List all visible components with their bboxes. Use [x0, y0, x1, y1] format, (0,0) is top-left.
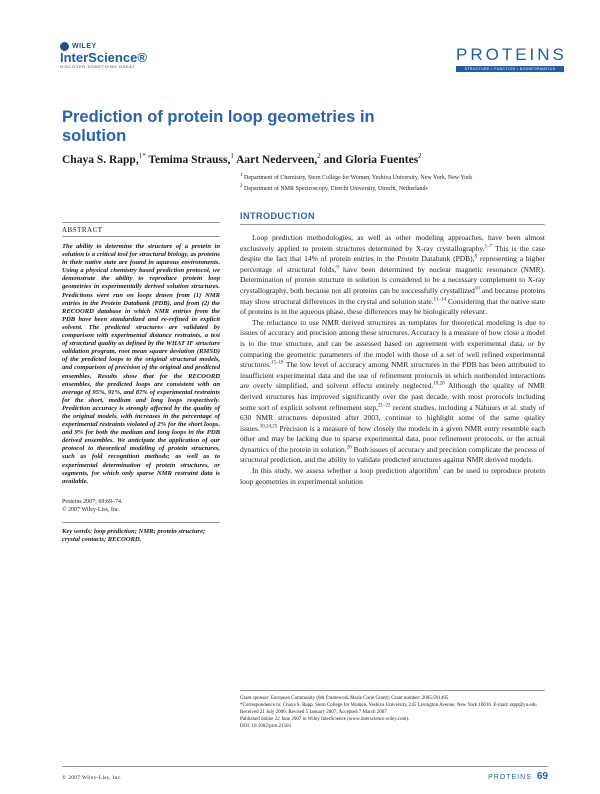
paragraph-text-run: Precision is a measure of how closely the models in a given NMR entry resemble each other and may be lacking due to sparse experimental data, poor refinement protocols, or the actual dynamics of the protein in solution.	[240, 423, 545, 454]
introduction-paragraph	[240, 318, 545, 466]
page-number: 69	[536, 771, 548, 782]
author-list	[62, 152, 502, 166]
affiliation-marker: 2	[240, 184, 243, 189]
footnote-dates: Received 21 July 2006; Revised 5 January 2007; Accepted 7 March 2007	[240, 710, 387, 715]
citation-superscript: 1	[438, 466, 441, 472]
introduction-paragraph	[240, 233, 545, 318]
affiliation-text: Department of NMR Spectroscopy, Utrecht University, Utrecht, Netherlands	[244, 186, 428, 192]
introduction-body	[240, 233, 545, 487]
keywords: Key words: loop prediction; NMR; protein structure; crystal contacts; RECOORD.	[62, 522, 220, 544]
paragraph-text-run: Both issues of accuracy and precision complicate the process of structural prediction, and the ability to validate predicted structures against NMR derived models.	[240, 444, 545, 465]
citation-superscript: 26	[346, 445, 352, 451]
paragraph-text-run: representing a higher percentage of structural folds,	[240, 254, 545, 274]
footer-journal-info	[488, 771, 548, 782]
footnotes	[240, 690, 545, 730]
affiliation-marker: 1	[240, 173, 243, 178]
footnote-published: Published online 22 June 2007 in Wiley InterScience (www.interscience.wiley.com).	[240, 717, 410, 722]
author-name: Chaya S. Rapp,	[62, 153, 139, 166]
journal-logo-word: PROTEINS	[456, 45, 567, 64]
author-name: and Gloria Fuentes	[323, 153, 419, 166]
affiliation-line	[240, 183, 560, 193]
abstract-body: The ability to determine the structure of a protein in solution is a critical tool for structural biology, as proteins in their native state are found in aqueous environments. Using a physical chemistry based prediction protocol, we demonstrate the ability to reproduce protein loop geometries in experimentally derived solution structures. Predictions were run on loops drawn from (1) NMR entries in the Protein Databank (PDB), and from (2) the RECOORD database in which NMR entries from the PDB have been standardized and re-refined in explicit solvent. The predicted structures are validated by comparison with experimental distance restraints, a test of structural quality as defined by the WHAT IF structure validation program, root mean square deviation (RMSD) of the predicted loops to the original structural models, and comparison of precision of the original and predicted ensembles. Results show that for the RECOORD ensembles, the predicted loops are consistent with an average of 95%, 91%, and 87% of experimental restraints for the short, medium and long loops respectively. Prediction accuracy is strongly affected by the quality of the original models, with increases in the percentage of experimental restraints violated of 2% for the short loops, and 9% for both the medium and long loops in the PDB derived ensembles. We anticipate the application of our protocol to theoretical modeling of protein structures, such as fold recognition methods; as well as to experimental determination of protein structures, or segments, for which only sparse NMR restraint data is available.	[62, 243, 220, 485]
abstract-meta	[62, 498, 220, 514]
wiley-name: WILEY	[72, 43, 97, 50]
author-affiliation-marker: 1*	[138, 152, 146, 160]
paragraph-text-run: can be used to reproduce protein loop geometries in experimental solution	[240, 466, 546, 486]
interscience-name: InterScience®	[60, 50, 147, 65]
citation-superscript: 15–18	[271, 360, 284, 366]
paragraph-text-run: The low level of accuracy among NMR structures in the PDB has been attributed to insufficient experimental data and the use of refinement protocols in which nonbonded interactions are overly simplified, and solvent effects entirely neglected.	[240, 360, 545, 391]
interscience-tagline: DISCOVER SOMETHING GREAT	[60, 64, 136, 69]
paragraph-text-run: have been determined by nuclear magnetic resonance (NMR). Determination of protein structure in solution is considered to be a necessary complement to X-ray crystallography, both because not all proteins can be successfully crystallized	[240, 264, 546, 295]
main-column	[240, 211, 545, 487]
page-footer	[62, 766, 548, 782]
footer-journal-name: PROTEINS	[488, 774, 532, 781]
wiley-interscience-logo	[60, 42, 180, 69]
citation-superscript: 11–14	[433, 297, 446, 303]
paragraph-text-run: and because proteins may show structural differences in the crystal and solution state.	[240, 285, 545, 306]
article-title: Prediction of protein loop geometries in solution	[62, 108, 375, 145]
paragraph-text-run: Although the quality of NMR derived structures has improved significantly over the past decade, with most protocols including some sort of explicit solvent refinement step,	[240, 381, 546, 412]
citation-superscript: 1–7	[484, 244, 493, 250]
abstract-heading: ABSTRACT	[62, 222, 220, 237]
abstract-column	[62, 222, 220, 544]
journal-logo	[456, 45, 567, 72]
footnote-doi: DOI: 10.1002/prot.21503	[240, 724, 291, 729]
author-affiliation-marker: 1	[230, 152, 234, 160]
paragraph-text-run: Loop prediction methodologies, as well as other modeling approaches, have been almost exclusively applied to protein structures determined by X-ray crystallography.	[240, 233, 545, 253]
author-name: Aart Nederveen,	[236, 153, 318, 166]
paragraph-text-run: recent studies, including a Nabuurs et al. study of 630 NMR structures deposited after 2003, continue to highlight some of the same quality issues.	[240, 402, 545, 433]
author-affiliation-marker: 2	[418, 152, 422, 160]
journal-citation: Proteins 2007; 69:69–74.	[62, 498, 123, 505]
citation-superscript: 19,20	[433, 381, 445, 387]
citation-superscript: 9	[336, 265, 339, 271]
paragraph-text-run: Considering that the native state of proteins is in the aqueous phase, these differences may be biologically relevant.	[240, 296, 545, 317]
affiliation-line	[240, 172, 560, 182]
citation-superscript: 10,24,25	[259, 424, 278, 430]
paragraph-text-run: This is the case despite the fact that 14% of protein entries in the Protein Databank (PDB),	[240, 243, 545, 264]
citation-superscript: 10	[474, 286, 480, 292]
author-affiliation-marker: 2	[317, 152, 321, 160]
footnote-grant: Grant sponsor: European Community (6th Framework Marie Curie Grant); Grant number: 2005-501495	[240, 696, 449, 701]
paragraph-text-run: In this study, we assess whether a loop prediction algorithm	[252, 466, 439, 476]
footer-copyright: © 2007 Wiley-Liss, Inc.	[62, 775, 123, 781]
affiliation-text: Department of Chemistry, Stern College for Women, Yeshiva University, New York, New York	[244, 175, 473, 181]
journal-logo-tagline: STRUCTURE • FUNCTION • BIOINFORMATICS	[456, 66, 564, 72]
abstract-copyright: © 2007 Wiley-Liss, Inc.	[62, 506, 121, 513]
introduction-paragraph	[240, 466, 545, 487]
citation-superscript: 8	[474, 254, 478, 260]
paragraph-text-run: The reluctance to use NMR derived structures as templates for theoretical modeling is due to issues of accuracy and precision among these structures. Accuracy is a measure of how close a model is to the true structure, and can be assessed based on agreement with experimental data, or by comparing the geometric parameters of the model with those of a set of well refined experimental structures.	[240, 317, 545, 370]
author-name: Temima Strauss,	[148, 153, 231, 166]
citation-superscript: 21–23	[378, 403, 391, 408]
section-heading-introduction: INTRODUCTION	[240, 211, 545, 225]
footnote-correspondence: *Correspondence to: Chaya S. Rapp, Stern College for Women, Yeshiva University, 245 Lexington Avenue, New York 10016. E-mail: rapp@yu.edu	[240, 703, 537, 708]
